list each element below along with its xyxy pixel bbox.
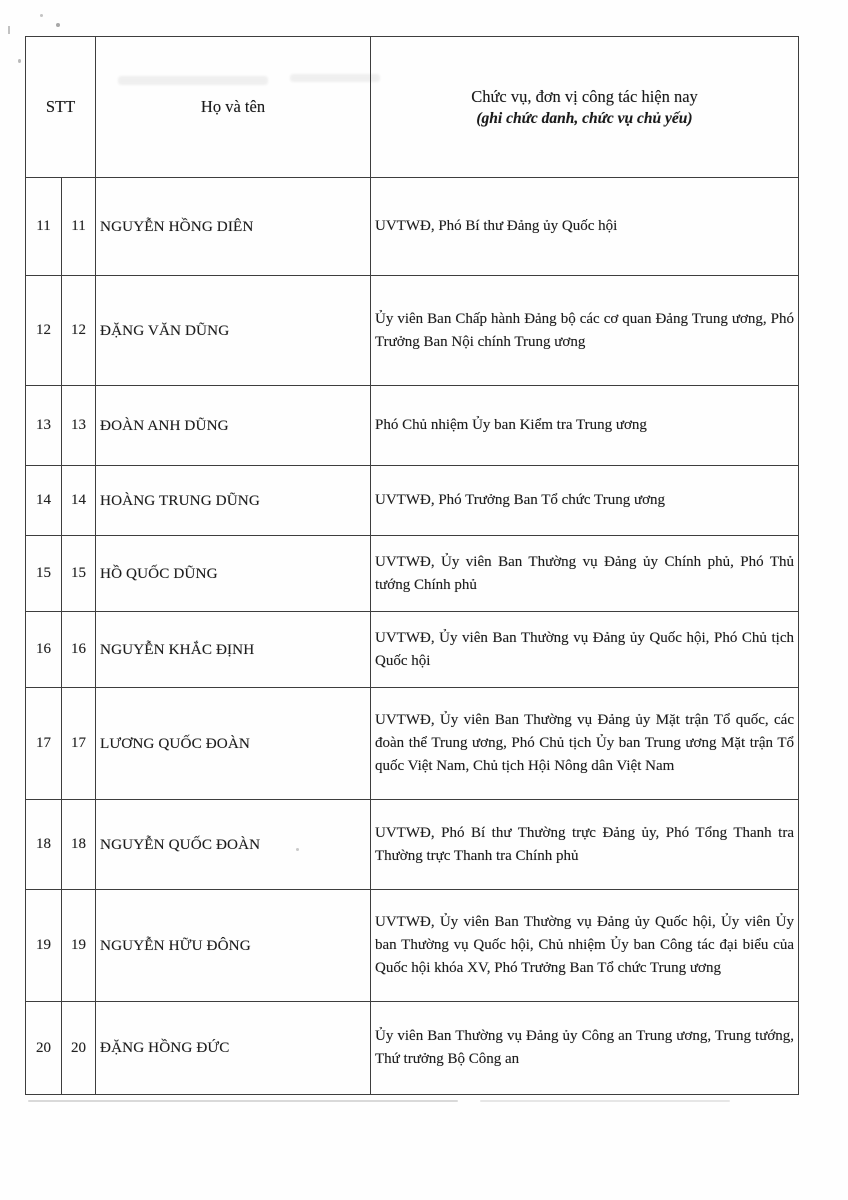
- column-header-position-subtitle: (ghi chức danh, chức vụ chủ yếu): [476, 109, 693, 127]
- name-cell: NGUYỄN QUỐC ĐOÀN: [96, 800, 371, 890]
- name-cell: HỒ QUỐC DŨNG: [96, 536, 371, 612]
- table-header-row: [26, 37, 799, 178]
- scan-speck: [18, 59, 21, 63]
- stt-cell-2: 12: [62, 276, 96, 386]
- name-cell: ĐẶNG HỒNG ĐỨC: [96, 1002, 371, 1095]
- position-cell: UVTWĐ, Ủy viên Ban Thường vụ Đảng ủy Chính phủ, Phó Thủ tướng Chính phủ: [371, 536, 799, 612]
- stt-cell: 11: [26, 178, 62, 276]
- position-cell: UVTWĐ, Ủy viên Ban Thường vụ Đảng ủy Quốc hội, Ủy viên Ủy ban Thường vụ Quốc hội, Chủ nhiệm Ủy ban Công tác đại biểu của Quốc hội khóa XV, Phó Trưởng Ban Tổ chức Trung ương: [371, 890, 799, 1002]
- stt-cell-2: 14: [62, 466, 96, 536]
- position-cell: Ủy viên Ban Chấp hành Đảng bộ các cơ quan Đảng Trung ương, Phó Trưởng Ban Nội chính Trung ương: [371, 276, 799, 386]
- position-cell: UVTWĐ, Phó Bí thư Đảng ủy Quốc hội: [371, 178, 799, 276]
- stt-cell-2: 17: [62, 688, 96, 800]
- stt-cell-2: 18: [62, 800, 96, 890]
- position-cell: Phó Chủ nhiệm Ủy ban Kiểm tra Trung ương: [371, 386, 799, 466]
- name-cell: NGUYỄN HỮU ĐÔNG: [96, 890, 371, 1002]
- name-cell: NGUYỄN KHẮC ĐỊNH: [96, 612, 371, 688]
- name-cell: LƯƠNG QUỐC ĐOÀN: [96, 688, 371, 800]
- stt-cell-2: 19: [62, 890, 96, 1002]
- position-cell: Ủy viên Ban Thường vụ Đảng ủy Công an Trung ương, Trung tướng, Thứ trưởng Bộ Công an: [371, 1002, 799, 1095]
- column-header-position-title: Chức vụ, đơn vị công tác hiện nay: [471, 86, 698, 106]
- name-cell: NGUYỄN HỒNG DIÊN: [96, 178, 371, 276]
- scan-speck: [56, 23, 60, 27]
- stt-cell: 19: [26, 890, 62, 1002]
- name-cell: HOÀNG TRUNG DŨNG: [96, 466, 371, 536]
- position-cell: UVTWĐ, Ủy viên Ban Thường vụ Đảng ủy Quốc hội, Phó Chủ tịch Quốc hội: [371, 612, 799, 688]
- table-row: [26, 178, 799, 276]
- table-row: [26, 800, 799, 890]
- stt-cell: 14: [26, 466, 62, 536]
- scan-speck: [40, 14, 43, 17]
- stt-cell: 18: [26, 800, 62, 890]
- stt-cell-2: 20: [62, 1002, 96, 1095]
- stt-cell: 17: [26, 688, 62, 800]
- stt-cell: 20: [26, 1002, 62, 1095]
- table-row: [26, 536, 799, 612]
- name-cell: ĐẶNG VĂN DŨNG: [96, 276, 371, 386]
- stt-cell: 13: [26, 386, 62, 466]
- scan-tick: [8, 26, 10, 34]
- stt-cell-2: 11: [62, 178, 96, 276]
- table-row: [26, 688, 799, 800]
- column-header-name: Họ và tên: [96, 37, 371, 178]
- column-header-stt: STT: [26, 37, 96, 178]
- position-cell: UVTWĐ, Phó Bí thư Thường trực Đảng ủy, Phó Tổng Thanh tra Thường trực Thanh tra Chính phủ: [371, 800, 799, 890]
- stt-cell: 15: [26, 536, 62, 612]
- stt-cell-2: 16: [62, 612, 96, 688]
- officials-table: [25, 36, 799, 1095]
- table-row: [26, 1002, 799, 1095]
- position-cell: UVTWĐ, Phó Trưởng Ban Tổ chức Trung ương: [371, 466, 799, 536]
- column-header-position: [371, 37, 799, 178]
- stt-cell-2: 13: [62, 386, 96, 466]
- scan-shadow-line: [28, 1100, 458, 1102]
- stt-cell: 16: [26, 612, 62, 688]
- table-row: [26, 466, 799, 536]
- position-cell: UVTWĐ, Ủy viên Ban Thường vụ Đảng ủy Mặt trận Tổ quốc, các đoàn thể Trung ương, Phó Chủ tịch Ủy ban Trung ương Mặt trận Tổ quốc Việt Nam, Chủ tịch Hội Nông dân Việt Nam: [371, 688, 799, 800]
- stt-cell-2: 15: [62, 536, 96, 612]
- table-row: [26, 386, 799, 466]
- table-row: [26, 612, 799, 688]
- scan-shadow-line: [480, 1100, 730, 1102]
- table-row: [26, 890, 799, 1002]
- table-row: [26, 276, 799, 386]
- stt-cell: 12: [26, 276, 62, 386]
- name-cell: ĐOÀN ANH DŨNG: [96, 386, 371, 466]
